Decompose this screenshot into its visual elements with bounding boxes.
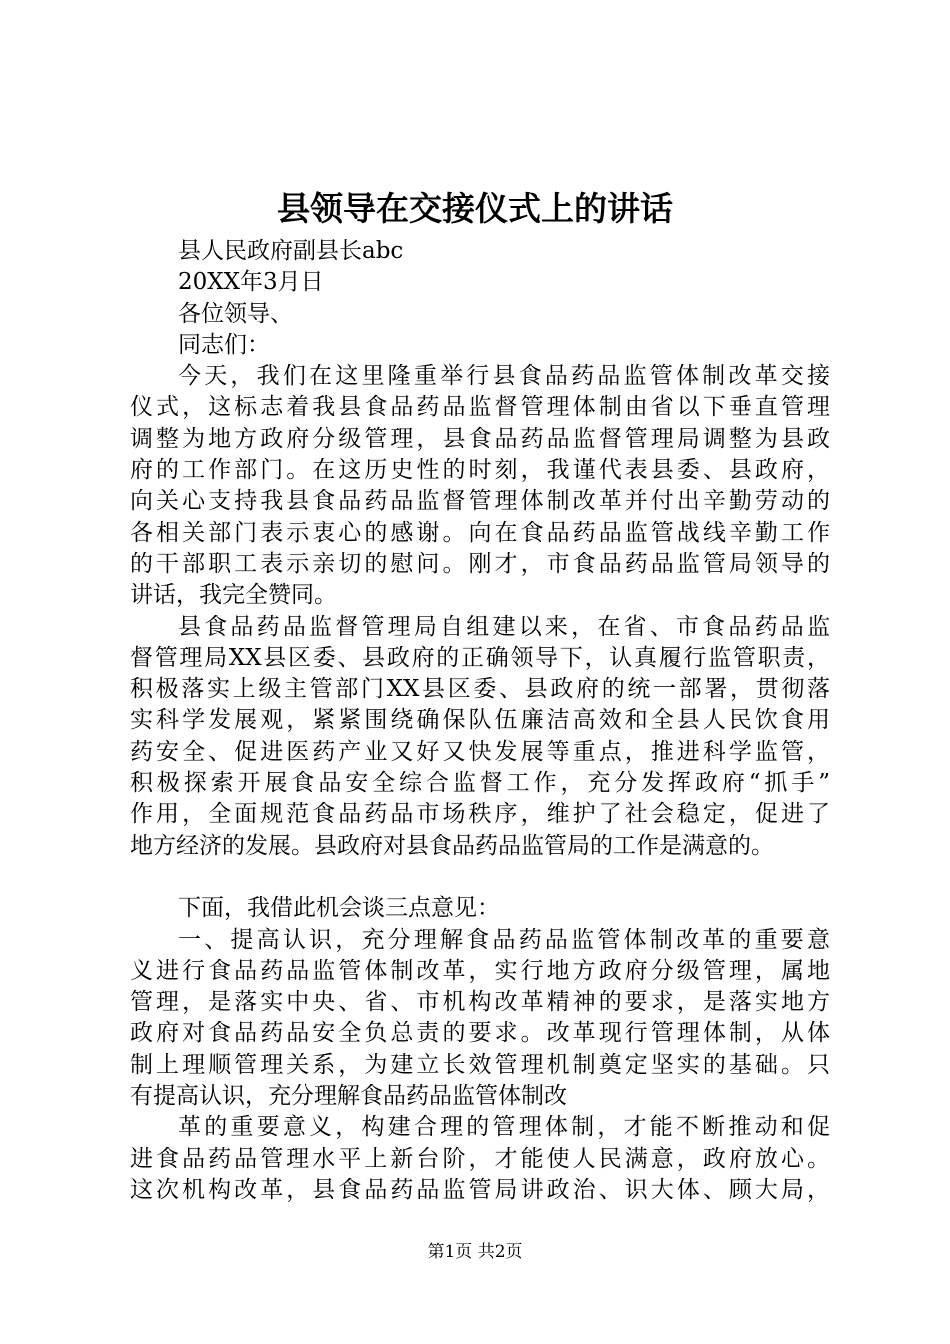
paragraph-line: 实科学发展观，紧紧围绕确保队伍廉洁高效和全县人民饮食用 <box>130 707 830 734</box>
paragraph-line: 积极落实上级主管部门XX县区委、县政府的统一部署，贯彻落 <box>130 676 830 703</box>
paragraph-line: 仪式，这标志着我县食品药品监督管理体制由省以下垂直管理 <box>130 394 830 421</box>
paragraph-gap <box>130 862 830 893</box>
paragraph-line: 进食品药品管理水平上新台阶，才能使人民满意，政府放心。 <box>130 1145 830 1172</box>
paragraph-line: 作用，全面规范食品药品市场秩序，维护了社会稳定，促进了 <box>130 801 830 828</box>
date-line: 20XX年3月日 <box>178 269 324 296</box>
paragraph-line: 各相关部门表示衷心的感谢。向在食品药品监管战线辛勤工作 <box>130 519 830 546</box>
paragraph-line: 药安全、促进医药产业又好又快发展等重点，推进科学监管， <box>130 738 830 765</box>
paragraph-line: 向关心支持我县食品药品监督管理体制改革并付出辛勤劳动的 <box>130 488 830 515</box>
salutation-line: 同志们： <box>178 331 270 358</box>
paragraph-line: 的干部职工表示亲切的慰问。刚才，市食品药品监管局领导的 <box>130 550 830 577</box>
paragraph-line: 调整为地方政府分级管理，县食品药品监督管理局调整为县政 <box>130 425 830 452</box>
document-body <box>130 236 830 1206</box>
paragraph-line: 积极探索开展食品安全综合监督工作，充分发挥政府“抓手” <box>130 770 830 797</box>
paragraph-line: 一、提高认识，充分理解食品药品监管体制改革的重要意 <box>178 926 830 953</box>
document-title: 县领导在交接仪式上的讲话 <box>277 189 673 228</box>
paragraph-line: 政府对食品药品安全负总责的要求。改革现行管理体制，从体 <box>130 1020 830 1047</box>
salutation-line: 各位领导、 <box>178 300 293 327</box>
paragraph-line: 今天，我们在这里隆重举行县食品药品监管体制改革交接 <box>178 363 830 390</box>
paragraph-line: 地方经济的发展。县政府对县食品药品监管局的工作是满意的。 <box>130 832 774 859</box>
paragraph-line: 义进行食品药品监管体制改革，实行地方政府分级管理，属地 <box>130 957 830 984</box>
paragraph-line: 有提高认识，充分理解食品药品监管体制改 <box>130 1083 567 1110</box>
page-footer: 第1页 共2页 <box>427 1242 523 1262</box>
paragraph-line: 讲话，我完全赞同。 <box>130 582 337 609</box>
paragraph-line: 县食品药品监督管理局自组建以来，在省、市食品药品监 <box>178 613 830 640</box>
speaker-line: 县人民政府副县长abc <box>178 238 404 264</box>
paragraph-line: 制上理顺管理关系，为建立长效管理机制奠定坚实的基础。只 <box>130 1051 830 1078</box>
paragraph-line: 督管理局XX县区委、县政府的正确领导下，认真履行监管职责， <box>130 644 830 671</box>
paragraph-line: 下面，我借此机会谈三点意见： <box>178 895 500 922</box>
paragraph-line: 府的工作部门。在这历史性的时刻，我谨代表县委、县政府， <box>130 457 830 484</box>
paragraph-line: 革的重要意义，构建合理的管理体制，才能不断推动和促 <box>178 1114 830 1141</box>
paragraph-line: 这次机构改革，县食品药品监管局讲政治、识大体、顾大局， <box>130 1176 830 1203</box>
paragraph-line: 管理，是落实中央、省、市机构改革精神的要求，是落实地方 <box>130 989 830 1016</box>
